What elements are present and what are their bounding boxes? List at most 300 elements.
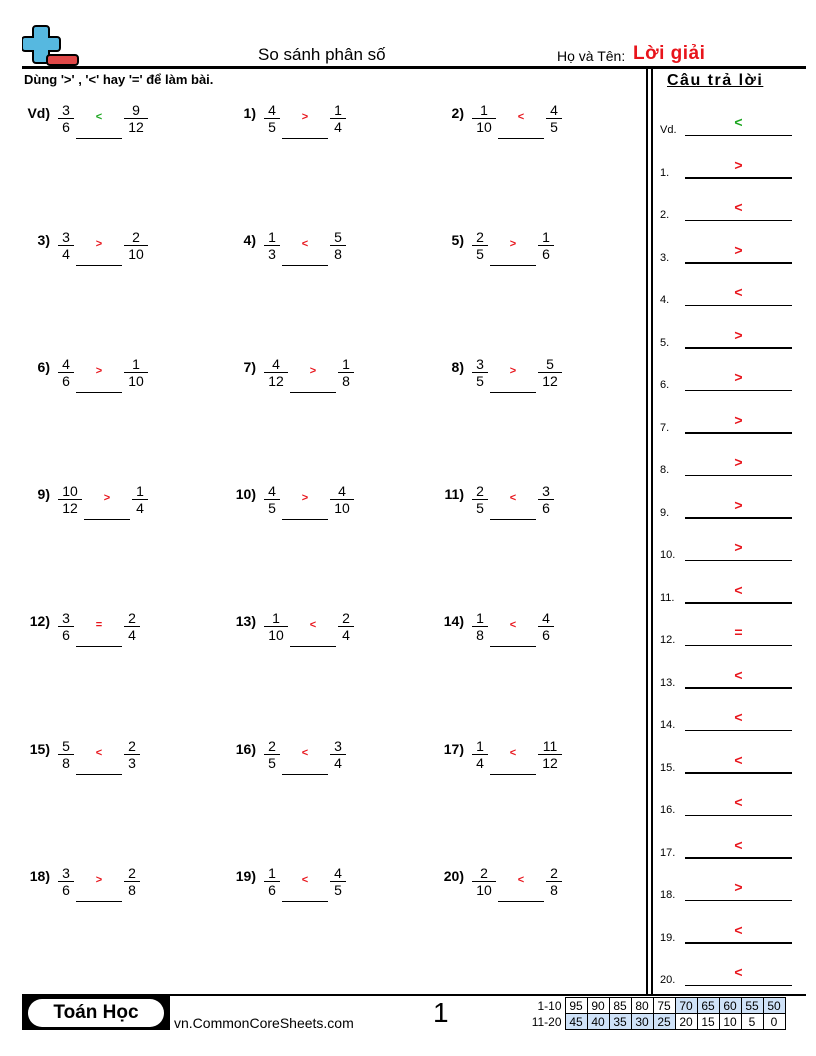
score-cell: 65 — [697, 998, 719, 1014]
problem-number: 12) — [29, 613, 50, 629]
numerator: 3 — [330, 738, 346, 755]
numerator: 9 — [124, 102, 148, 119]
answer-key-line — [685, 305, 792, 306]
answer-blank — [84, 519, 130, 520]
answer-key-row — [660, 701, 792, 731]
problem-number: 13) — [235, 613, 256, 629]
answer-key-line — [685, 220, 792, 221]
answer-key-label: Vd. — [660, 124, 677, 136]
answer-key-label: 5. — [660, 336, 670, 349]
problem-item — [22, 865, 222, 905]
answer-key-line — [685, 135, 792, 136]
left-fraction — [472, 865, 496, 898]
problem-item — [436, 865, 636, 905]
problem-number: Vd) — [27, 105, 50, 121]
answer-key-label: 7. — [660, 421, 670, 434]
answer-key-line — [685, 602, 792, 603]
numerator: 2 — [124, 738, 140, 755]
answer-key-row — [660, 489, 792, 519]
score-table — [530, 997, 786, 1030]
answer-blank — [282, 901, 328, 902]
denominator: 6 — [62, 882, 70, 898]
answer-symbol: < — [301, 874, 309, 886]
denominator: 10 — [334, 500, 350, 516]
answer-symbol: < — [95, 747, 103, 759]
answer-key-value: > — [734, 369, 743, 385]
right-fraction — [330, 483, 354, 516]
numerator: 2 — [546, 865, 562, 882]
answer-key-row — [660, 659, 792, 689]
numerator: 2 — [124, 865, 140, 882]
answer-key-value: < — [734, 836, 743, 853]
right-fraction — [546, 102, 562, 135]
numerator: 4 — [538, 610, 554, 627]
denominator: 8 — [62, 755, 70, 771]
answer-key-value: = — [734, 624, 743, 640]
answer-key-value: > — [734, 454, 743, 470]
page-number: 1 — [433, 997, 449, 1028]
score-row — [530, 998, 785, 1014]
numerator: 10 — [58, 483, 82, 500]
answer-key-label: 11. — [660, 591, 675, 604]
problem-number: 10) — [235, 486, 256, 502]
denominator: 12 — [542, 373, 558, 389]
denominator: 4 — [342, 627, 350, 643]
problem-number: 11) — [444, 486, 464, 502]
score-cell: 75 — [653, 998, 675, 1014]
answer-key-row — [660, 276, 792, 306]
denominator: 10 — [128, 373, 144, 389]
numerator: 4 — [58, 356, 74, 373]
denominator: 6 — [62, 373, 70, 389]
numerator: 3 — [58, 229, 74, 246]
instructions: Dùng '>' , '<' hay '=' để làm bài. — [24, 72, 214, 87]
answer-key-row — [660, 914, 792, 944]
answer-key-line — [685, 390, 792, 391]
score-cell: 80 — [631, 998, 653, 1014]
problem-number: 17) — [443, 741, 464, 757]
answer-key-line — [685, 815, 792, 816]
answer-blank — [76, 265, 122, 266]
left-fraction — [264, 229, 280, 262]
denominator: 4 — [136, 500, 144, 516]
right-fraction — [538, 610, 554, 643]
denominator: 10 — [268, 627, 284, 643]
answer-symbol: = — [95, 619, 103, 631]
answer-key-label: 6. — [660, 379, 670, 391]
denominator: 5 — [550, 119, 558, 135]
score-cell: 90 — [587, 998, 609, 1014]
name-label: Họ và Tên: — [557, 48, 626, 64]
answer-blank — [490, 646, 536, 647]
denominator: 8 — [334, 246, 342, 262]
score-range-label: 1-10 — [537, 998, 562, 1013]
denominator: 8 — [342, 373, 350, 389]
problem-item — [228, 610, 428, 650]
numerator: 1 — [264, 229, 280, 246]
numerator: 4 — [264, 102, 280, 119]
problem-item — [436, 738, 636, 778]
problem-number: 8) — [451, 359, 464, 375]
numerator: 3 — [58, 610, 74, 627]
answer-key-label: 3. — [660, 251, 670, 264]
left-fraction — [58, 738, 74, 771]
problem-item — [228, 738, 428, 778]
answer-symbol: < — [301, 238, 309, 250]
score-cell: 30 — [631, 1014, 653, 1030]
score-cell: 35 — [609, 1014, 631, 1030]
problem-number: 15) — [29, 741, 50, 757]
answer-key-label: 4. — [660, 294, 670, 306]
answer-key-row — [660, 234, 792, 264]
numerator: 2 — [338, 610, 354, 627]
answer-key-value: < — [734, 709, 743, 725]
answer-key-line — [685, 900, 792, 901]
right-fraction — [124, 356, 148, 389]
answer-key-value: < — [734, 751, 743, 768]
answer-blank — [282, 519, 328, 520]
score-cell: 85 — [609, 998, 631, 1014]
right-fraction — [330, 738, 346, 771]
right-fraction — [538, 229, 554, 262]
name-value: Lời giải — [633, 43, 706, 64]
answer-key-line — [685, 560, 792, 561]
answer-blank — [282, 265, 328, 266]
answer-blank — [490, 392, 536, 393]
answer-symbol: < — [509, 492, 517, 504]
numerator: 5 — [58, 738, 74, 755]
left-fraction — [472, 229, 488, 262]
score-cell: 60 — [719, 998, 741, 1014]
problem-number: 5) — [451, 232, 464, 248]
numerator: 2 — [264, 738, 280, 755]
math-plus-minus-logo-icon — [22, 24, 80, 66]
problem-number: 9) — [37, 486, 50, 502]
denominator: 10 — [476, 119, 492, 135]
problem-number: 4) — [243, 232, 256, 248]
left-fraction — [264, 483, 280, 516]
right-fraction — [124, 229, 148, 262]
problem-item — [22, 102, 222, 142]
score-range-label: 11-20 — [531, 1014, 562, 1029]
answer-key-line — [685, 772, 792, 773]
answer-key-value: > — [734, 411, 743, 428]
right-fraction — [546, 865, 562, 898]
denominator: 5 — [334, 882, 342, 898]
numerator: 1 — [538, 229, 554, 246]
problem-number: 19) — [235, 868, 256, 884]
right-fraction — [330, 102, 346, 135]
answer-key-value: < — [734, 921, 743, 938]
numerator: 4 — [330, 865, 346, 882]
denominator: 12 — [542, 755, 558, 771]
problem-number: 14) — [443, 613, 464, 629]
problem-item — [436, 356, 636, 396]
score-row — [530, 1014, 785, 1030]
numerator: 2 — [472, 483, 488, 500]
score-cell: 95 — [565, 998, 587, 1014]
answer-key-label: 16. — [660, 804, 676, 816]
answer-key-label: 2. — [660, 209, 670, 221]
right-fraction — [124, 610, 140, 643]
answer-key-row — [660, 871, 792, 901]
answer-key-line — [685, 432, 792, 433]
answer-key-line — [685, 645, 792, 646]
numerator: 2 — [472, 865, 496, 882]
numerator: 1 — [338, 356, 354, 373]
answer-key-line — [685, 687, 792, 688]
left-fraction — [264, 356, 288, 389]
answer-symbol: > — [95, 874, 103, 886]
answer-key-line — [685, 985, 792, 986]
answer-key-line — [685, 475, 792, 476]
answer-symbol: > — [301, 492, 309, 504]
answer-key-line — [685, 262, 792, 263]
answer-key-value: < — [734, 794, 743, 810]
left-fraction — [472, 610, 488, 643]
denominator: 6 — [542, 246, 550, 262]
denominator: 4 — [334, 755, 342, 771]
answer-blank — [76, 138, 122, 139]
left-fraction — [472, 738, 488, 771]
answer-key-row — [660, 446, 792, 476]
answer-symbol: > — [95, 238, 103, 250]
problem-item — [228, 356, 428, 396]
brand-label: Toán Học — [28, 999, 164, 1027]
answer-key-value: > — [734, 496, 743, 513]
denominator: 6 — [62, 119, 70, 135]
left-fraction — [264, 610, 288, 643]
numerator: 3 — [538, 483, 554, 500]
left-fraction — [264, 865, 280, 898]
denominator: 8 — [550, 882, 558, 898]
left-fraction — [58, 610, 74, 643]
answer-key-row — [660, 319, 792, 349]
denominator: 4 — [62, 246, 70, 262]
right-fraction — [330, 865, 346, 898]
answer-key-label: 10. — [660, 549, 676, 561]
numerator: 1 — [264, 610, 288, 627]
answer-key-line — [685, 517, 792, 518]
answer-key-row — [660, 149, 792, 179]
answer-key-value: > — [734, 539, 743, 555]
answer-symbol: < — [509, 747, 517, 759]
problem-number: 3) — [37, 232, 50, 248]
right-fraction — [338, 356, 354, 389]
answer-key-row — [660, 106, 792, 136]
left-fraction — [58, 483, 82, 516]
answer-symbol: < — [509, 619, 517, 631]
answer-key-value: < — [734, 199, 743, 215]
right-fraction — [132, 483, 148, 516]
answer-key-row — [660, 531, 792, 561]
right-fraction — [338, 610, 354, 643]
right-fraction — [538, 483, 554, 516]
problem-item — [228, 102, 428, 142]
problem-item — [22, 483, 222, 523]
answer-key-label: 20. — [660, 974, 676, 986]
numerator: 4 — [264, 356, 288, 373]
numerator: 1 — [124, 356, 148, 373]
denominator: 5 — [476, 246, 484, 262]
denominator: 10 — [128, 246, 144, 262]
answer-key-label: 19. — [660, 931, 676, 944]
score-cell: 70 — [675, 998, 697, 1014]
denominator: 3 — [268, 246, 276, 262]
numerator: 2 — [472, 229, 488, 246]
answer-key-line — [685, 942, 792, 943]
answer-key-value: < — [734, 114, 743, 130]
numerator: 1 — [472, 102, 496, 119]
right-fraction — [124, 738, 140, 771]
score-cell: 25 — [653, 1014, 675, 1030]
site-url: vn.CommonCoreSheets.com — [174, 1015, 354, 1031]
score-cell: 45 — [565, 1014, 587, 1030]
answer-blank — [290, 646, 336, 647]
answer-symbol: > — [95, 365, 103, 377]
left-fraction — [472, 102, 496, 135]
numerator: 5 — [538, 356, 562, 373]
answer-key-label: 12. — [660, 634, 676, 646]
answer-blank — [282, 138, 328, 139]
problem-item — [436, 229, 636, 269]
answer-blank — [76, 392, 122, 393]
answer-symbol: < — [517, 111, 525, 123]
answer-key-row — [660, 744, 792, 774]
answer-symbol: < — [517, 874, 525, 886]
right-fraction — [330, 229, 346, 262]
numerator: 1 — [330, 102, 346, 119]
denominator: 12 — [268, 373, 284, 389]
answer-key-line — [685, 730, 792, 731]
answer-key-row — [660, 829, 792, 859]
answer-key-value: > — [734, 326, 743, 343]
answer-key-value: < — [734, 284, 743, 300]
denominator: 12 — [128, 119, 144, 135]
answer-key-row — [660, 574, 792, 604]
score-cell: 20 — [675, 1014, 697, 1030]
answer-symbol: < — [301, 747, 309, 759]
answer-blank — [490, 774, 536, 775]
score-cell: 5 — [741, 1014, 763, 1030]
answer-blank — [290, 392, 336, 393]
answer-key-label: 18. — [660, 889, 676, 901]
answer-blank — [490, 265, 536, 266]
worksheet-title: So sánh phân số — [258, 45, 386, 64]
answer-key-row — [660, 191, 792, 221]
denominator: 8 — [128, 882, 136, 898]
problem-number: 7) — [243, 359, 256, 375]
answer-blank — [498, 138, 544, 139]
denominator: 4 — [476, 755, 484, 771]
answer-key-row — [660, 956, 792, 986]
denominator: 6 — [268, 882, 276, 898]
numerator: 3 — [58, 102, 74, 119]
score-cell: 50 — [763, 998, 785, 1014]
score-cell: 0 — [763, 1014, 785, 1030]
problem-item — [436, 483, 636, 523]
answer-key-value: > — [734, 156, 743, 173]
left-fraction — [58, 356, 74, 389]
problem-number: 2) — [451, 105, 464, 121]
answer-symbol: > — [301, 111, 309, 123]
problem-item — [22, 356, 222, 396]
problem-number: 20) — [443, 868, 464, 884]
numerator: 4 — [330, 483, 354, 500]
problem-item — [436, 102, 636, 142]
problem-item — [22, 738, 222, 778]
problem-number: 18) — [29, 868, 50, 884]
left-fraction — [58, 229, 74, 262]
right-fraction — [124, 865, 140, 898]
problem-item — [436, 610, 636, 650]
numerator: 3 — [58, 865, 74, 882]
brand-badge — [22, 996, 170, 1030]
left-fraction — [472, 483, 488, 516]
denominator: 12 — [62, 500, 78, 516]
denominator: 6 — [542, 627, 550, 643]
answer-key-line — [685, 857, 792, 858]
numerator: 3 — [472, 356, 488, 373]
score-cell: 40 — [587, 1014, 609, 1030]
problem-item — [228, 483, 428, 523]
answer-column-divider — [646, 67, 653, 996]
answer-blank — [490, 519, 536, 520]
numerator: 4 — [546, 102, 562, 119]
denominator: 6 — [62, 627, 70, 643]
numerator: 4 — [264, 483, 280, 500]
answer-key-label: 8. — [660, 464, 670, 476]
answer-key-label: 15. — [660, 761, 676, 774]
answer-key-row — [660, 786, 792, 816]
answer-blank — [76, 901, 122, 902]
answer-symbol: > — [509, 365, 517, 377]
problem-number: 6) — [37, 359, 50, 375]
answer-symbol: > — [309, 365, 317, 377]
problem-number: 16) — [235, 741, 256, 757]
answer-key-value: > — [734, 879, 743, 895]
answer-blank — [498, 901, 544, 902]
left-fraction — [472, 356, 488, 389]
answer-key-value: > — [734, 241, 743, 258]
answer-key-row — [660, 361, 792, 391]
numerator: 1 — [472, 738, 488, 755]
answer-key-value: < — [734, 581, 743, 598]
denominator: 10 — [476, 882, 492, 898]
numerator: 1 — [132, 483, 148, 500]
answer-key-label: 14. — [660, 719, 676, 731]
answer-blank — [76, 774, 122, 775]
problem-item — [228, 229, 428, 269]
answer-key-line — [685, 347, 792, 348]
denominator: 5 — [476, 373, 484, 389]
right-fraction — [538, 738, 562, 771]
answer-symbol: < — [309, 619, 317, 631]
score-cell: 15 — [697, 1014, 719, 1030]
answer-key-value: < — [734, 666, 743, 683]
answer-symbol: > — [509, 238, 517, 250]
left-fraction — [58, 865, 74, 898]
answer-blank — [76, 646, 122, 647]
answer-key-row — [660, 616, 792, 646]
answer-key-label: 13. — [660, 676, 676, 689]
denominator: 3 — [128, 755, 136, 771]
denominator: 5 — [268, 119, 276, 135]
denominator: 4 — [334, 119, 342, 135]
numerator: 1 — [264, 865, 280, 882]
score-cell: 10 — [719, 1014, 741, 1030]
left-fraction — [264, 102, 280, 135]
